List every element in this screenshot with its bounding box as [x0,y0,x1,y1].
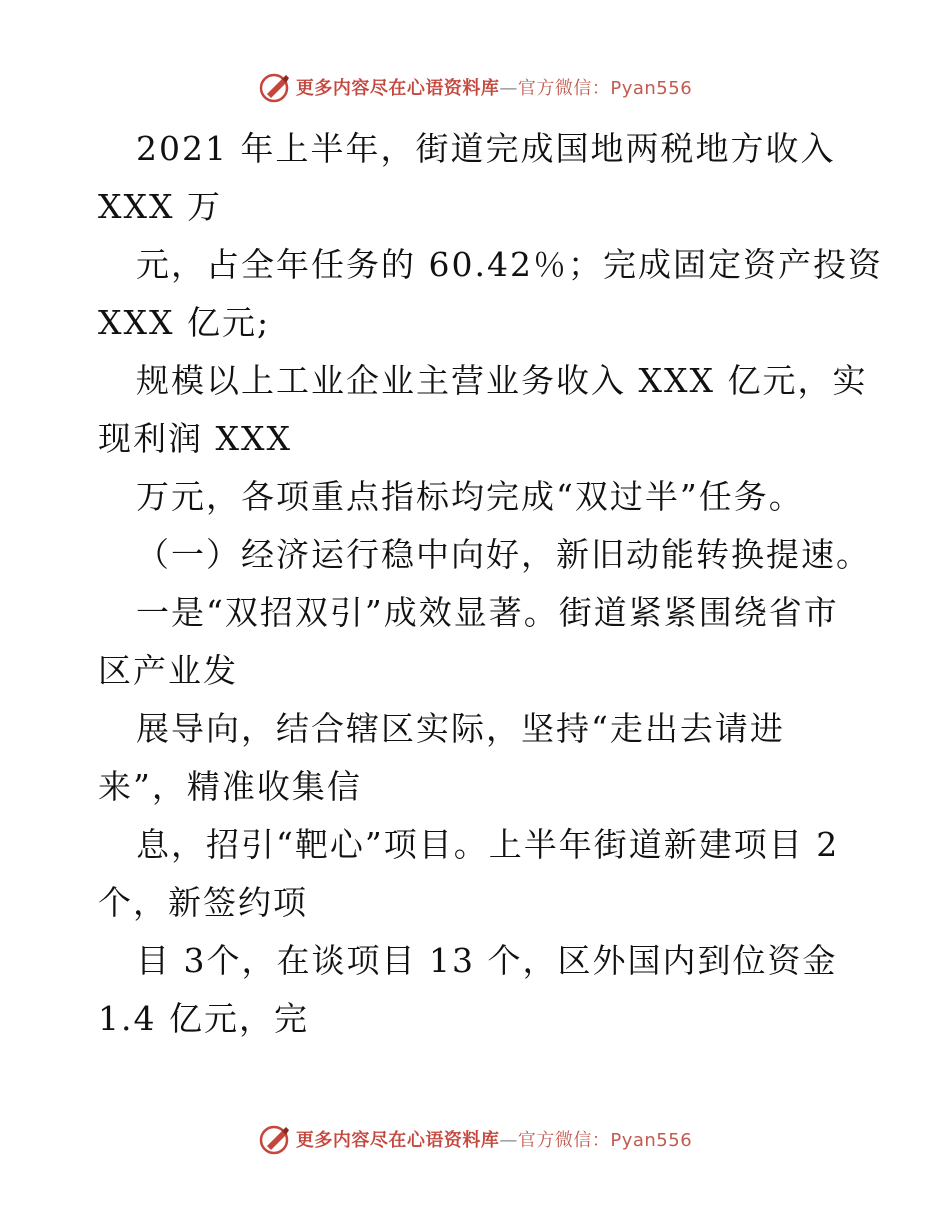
text-line: XXX 亿元; [98,303,271,342]
document-body [98,120,883,1048]
text-line: XXX 万 [98,187,222,226]
text-line: 息，招引“靶心”项目。上半年街道新建项目 2 [136,825,840,864]
text-line: 现利润 XXX [98,419,292,458]
text-line: （一）经济运行稳中向好，新旧动能转换提速。 [136,535,871,574]
pen-logo-icon [258,1122,292,1156]
footer-watermark [0,1122,950,1156]
text-line: 来”，精准收集信 [98,767,362,806]
text-line: 元，占全年任务的 60.42％；完成固定资产投资 [136,245,883,284]
header-watermark [0,70,950,104]
text-line: 2021 年上半年，街道完成国地两税地方收入 [136,129,836,168]
text-line: 1.4 亿元，完 [98,999,309,1038]
text-line: 个，新签约项 [98,883,308,922]
text-line: 展导向，结合辖区实际，坚持“走出去请进 [136,709,785,748]
watermark-site-text: 更多内容尽在心语资料库 [295,78,500,99]
text-line: 万元，各项重点指标均完成“双过半”任务。 [136,477,804,516]
watermark-text [296,74,692,100]
watermark-wechat-text: 官方微信：Pyan556 [517,1130,693,1151]
watermark-separator: — [499,1130,518,1151]
watermark-text [296,1126,692,1152]
text-line: 目 3个，在谈项目 13 个，区外国内到位资金 [136,941,838,980]
watermark-site-text: 更多内容尽在心语资料库 [295,1130,500,1151]
pen-logo-icon [258,70,292,104]
watermark-separator: — [499,78,518,99]
text-line: 规模以上工业企业主营业务收入 XXX 亿元，实 [136,361,868,400]
watermark-wechat-text: 官方微信：Pyan556 [517,78,693,99]
text-line: 区产业发 [98,651,238,690]
text-line: 一是“双招双引”成效显著。街道紧紧围绕省市 [136,593,839,632]
